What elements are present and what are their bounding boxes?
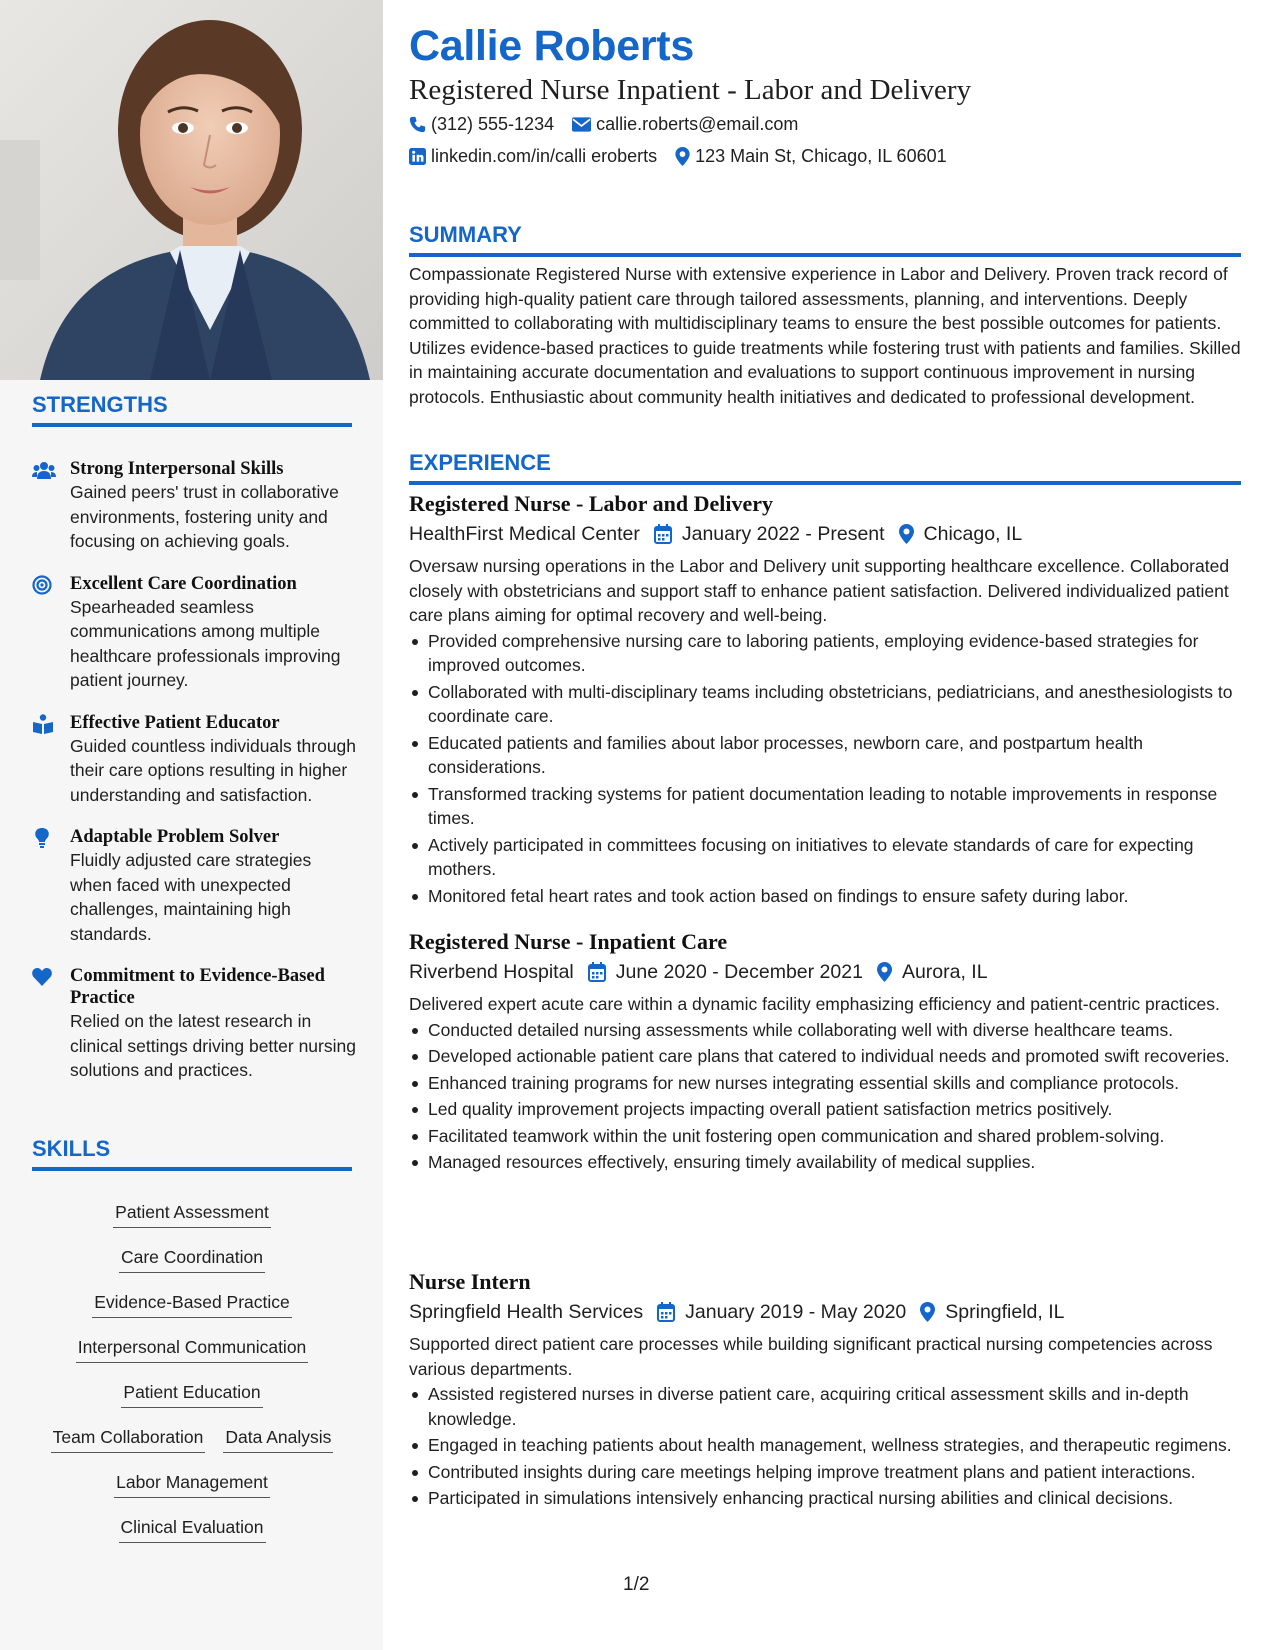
strength-desc: Gained peers' trust in collaborative environments, fostering unity and focusing on achieving goals. bbox=[70, 482, 339, 551]
job-description: Delivered expert acute care within a dynamic facility emphasizing efficiency and patient-centric practices. bbox=[409, 994, 1220, 1014]
strength-title: Excellent Care Coordination bbox=[70, 573, 297, 594]
experience-entry bbox=[409, 1268, 1241, 1513]
company-name: Springfield Health Services bbox=[409, 1301, 644, 1323]
skill-tag: Care Coordination bbox=[119, 1245, 265, 1273]
summary-text: Compassionate Registered Nurse with extensive experience in Labor and Delivery. Proven track record of providing high-quality patient care through tailored assessments, planning, and interventions. Deeply committed to collaborating with multidisciplinary teams to ensure the best possible outcomes for patients. Utilizes evidence-based practices to guide treatments while fostering trust with patients and families. Skilled in maintaining accurate documentation and evaluations to support continuous improvement in nursing protocols. Enthusiastic about community health initiatives and dedicated to professional development. bbox=[409, 264, 1241, 407]
phone-text: (312) 555-1234 bbox=[431, 114, 555, 134]
job-dates: January 2019 - May 2020 bbox=[685, 1301, 907, 1323]
bullet-item: Transformed tracking systems for patient documentation leading to notable improvements in response times. bbox=[409, 782, 1241, 831]
skill-tag: Patient Education bbox=[121, 1380, 262, 1408]
linkedin-link[interactable]: linkedin.com/in/calli eroberts bbox=[431, 146, 658, 166]
bullet-item: Monitored fetal heart rates and took action based on findings to ensure safety during labor. bbox=[409, 884, 1241, 909]
bullet-item: Facilitated teamwork within the unit fostering open communication and shared problem-solving. bbox=[409, 1124, 1241, 1149]
candidate-headline: Registered Nurse Inpatient - Labor and Delivery bbox=[409, 74, 972, 106]
bullet-item: Collaborated with multi-disciplinary teams including obstetricians, pediatricians, and anesthesiologists to coordinate care. bbox=[409, 680, 1241, 729]
job-title: Nurse Intern bbox=[409, 1269, 531, 1294]
skills-heading: SKILLS bbox=[32, 1136, 352, 1171]
bullet-item: Actively participated in committees focusing on initiatives to elevate standards of care for expecting mothers. bbox=[409, 833, 1241, 882]
skill-tag: Labor Management bbox=[114, 1470, 270, 1498]
job-dates: January 2022 - Present bbox=[681, 523, 885, 545]
target-icon bbox=[32, 575, 56, 595]
bullet-item: Provided comprehensive nursing care to laboring patients, employing evidence-based strategies for improved outcomes. bbox=[409, 629, 1241, 678]
job-title: Registered Nurse - Inpatient Care bbox=[409, 929, 728, 954]
strength-title: Adaptable Problem Solver bbox=[70, 827, 280, 847]
bullet-item: Led quality improvement projects impacting overall patient satisfaction metrics positively. bbox=[409, 1097, 1241, 1122]
location-pin-icon bbox=[877, 962, 892, 982]
lightbulb-icon bbox=[32, 828, 56, 848]
profile-photo bbox=[0, 0, 383, 380]
calendar-icon bbox=[657, 1302, 675, 1322]
job-dates: June 2020 - December 2021 bbox=[615, 961, 863, 983]
strength-title: Strong Interpersonal Skills bbox=[70, 459, 284, 479]
location-pin-icon bbox=[899, 524, 914, 544]
skill-tag: Interpersonal Communication bbox=[76, 1335, 309, 1363]
bullet-item: Conducted detailed nursing assessments while collaborating well with diverse healthcare teams. bbox=[409, 1018, 1241, 1043]
book-reader-icon bbox=[32, 714, 56, 734]
strengths-list bbox=[32, 458, 357, 1102]
location-pin-icon bbox=[675, 147, 690, 166]
bullet-item: Enhanced training programs for new nurses integrating essential skills and compliance protocols. bbox=[409, 1071, 1241, 1096]
job-meta bbox=[409, 1298, 1241, 1326]
bullet-item: Assisted registered nurses in diverse patient care, acquiring critical assessment skills and in-depth knowledge. bbox=[409, 1382, 1241, 1431]
calendar-icon bbox=[588, 962, 606, 982]
job-description: Oversaw nursing operations in the Labor and Delivery unit supporting healthcare excellence. Collaborated closely with obstetricians and support staff to enhance patient satisfaction. Delivered individualized patient care plans aiming for optimal recovery and well-being. bbox=[409, 556, 1230, 625]
strength-desc: Spearheaded seamless communications among multiple healthcare professionals improving patient journey. bbox=[70, 596, 341, 690]
company-name: Riverbend Hospital bbox=[409, 961, 574, 983]
contact-row bbox=[409, 114, 798, 135]
company-name: HealthFirst Medical Center bbox=[409, 523, 640, 545]
sidebar bbox=[0, 0, 383, 1650]
bullet-item: Engaged in teaching patients about health management, wellness strategies, and therapeutic regimens. bbox=[409, 1433, 1241, 1458]
strength-title: Effective Patient Educator bbox=[70, 712, 280, 733]
calendar-icon bbox=[654, 524, 672, 544]
skill-tag: Team Collaboration bbox=[51, 1425, 206, 1453]
strength-item bbox=[32, 965, 357, 1083]
job-location: Aurora, IL bbox=[901, 961, 988, 983]
job-title: Registered Nurse - Labor and Delivery bbox=[409, 491, 773, 516]
strength-item bbox=[32, 712, 357, 808]
job-bullets bbox=[409, 629, 1241, 909]
skills-list bbox=[32, 1200, 352, 1560]
skill-tag: Data Analysis bbox=[223, 1425, 333, 1453]
job-bullets bbox=[409, 1382, 1241, 1511]
location-pin-icon bbox=[920, 1302, 935, 1322]
job-location: Chicago, IL bbox=[923, 523, 1023, 545]
experience-heading: EXPERIENCE bbox=[409, 450, 1241, 485]
job-meta bbox=[409, 958, 1241, 986]
candidate-name: Callie Roberts bbox=[409, 22, 694, 70]
strengths-heading: STRENGTHS bbox=[32, 392, 352, 427]
address-text: 123 Main St, Chicago, IL 60601 bbox=[695, 146, 947, 166]
strength-desc: Guided countless individuals through their care options resulting in higher understanding and satisfaction. bbox=[70, 735, 357, 805]
skill-tag: Clinical Evaluation bbox=[119, 1515, 266, 1543]
job-location: Springfield, IL bbox=[945, 1301, 1065, 1323]
skill-tag: Patient Assessment bbox=[113, 1200, 271, 1228]
bullet-item: Participated in simulations intensively enhancing practical nursing abilities and clinical decisions. bbox=[409, 1486, 1241, 1511]
strength-title: Commitment to Evidence-Based Practice bbox=[70, 966, 325, 1008]
strength-item bbox=[32, 826, 357, 946]
heart-icon bbox=[32, 967, 56, 987]
experience-entry bbox=[409, 490, 1241, 910]
skill-tag: Evidence-Based Practice bbox=[92, 1290, 292, 1318]
strength-desc: Relied on the latest research in clinical settings driving better nursing solutions and practices. bbox=[70, 1011, 356, 1080]
bullet-item: Developed actionable patient care plans that catered to individual needs and promoted swift recoveries. bbox=[409, 1044, 1241, 1069]
page-number: 1/2 bbox=[623, 1574, 650, 1595]
phone-icon bbox=[409, 116, 426, 133]
contact-row bbox=[409, 146, 947, 167]
bullet-item: Educated patients and families about labor processes, newborn care, and postpartum health considerations. bbox=[409, 731, 1241, 780]
job-bullets bbox=[409, 1018, 1241, 1175]
bullet-item: Contributed insights during care meetings helping improve treatment plans and patient interactions. bbox=[409, 1460, 1241, 1485]
strength-desc: Fluidly adjusted care strategies when faced with unexpected challenges, maintaining high standards. bbox=[70, 850, 312, 944]
job-description: Supported direct patient care processes while building significant practical nursing competencies across various departments. bbox=[409, 1334, 1213, 1379]
email-icon bbox=[572, 117, 591, 132]
email-link[interactable]: callie.roberts@email.com bbox=[596, 114, 799, 134]
users-icon bbox=[32, 460, 56, 480]
strength-item bbox=[32, 458, 357, 554]
summary-heading: SUMMARY bbox=[409, 222, 1241, 257]
experience-entry bbox=[409, 928, 1241, 1177]
strength-item bbox=[32, 573, 357, 693]
linkedin-icon bbox=[409, 148, 426, 165]
bullet-item: Managed resources effectively, ensuring timely availability of medical supplies. bbox=[409, 1150, 1241, 1175]
job-meta bbox=[409, 520, 1241, 548]
